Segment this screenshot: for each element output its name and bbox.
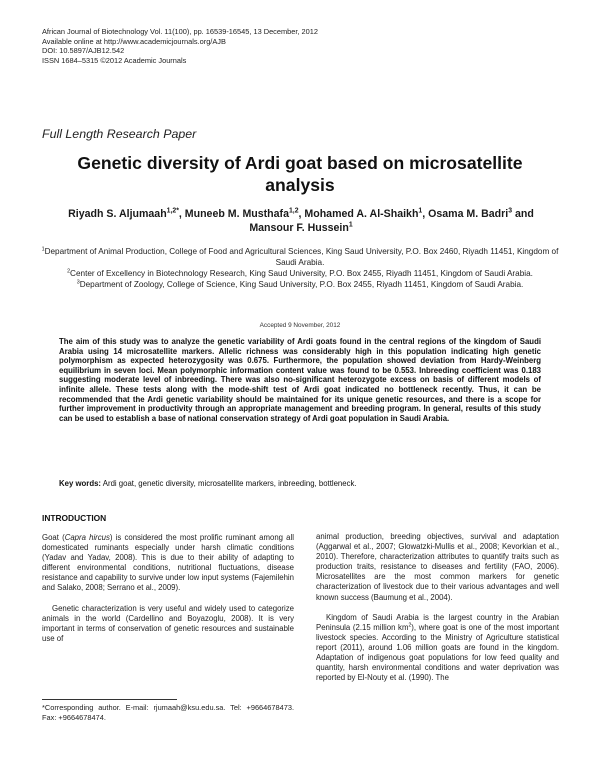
author-3: , Mohamed A. Al-Shaikh bbox=[298, 208, 419, 220]
affiliation-3-text: Department of Zoology, College of Science, King Saud University, P.O. Box 2455, Riyadh 11451, Kingdom of Saudi Arabia. bbox=[79, 280, 524, 289]
journal-url: Available online at http://www.academicjournals.org/AJB bbox=[42, 36, 226, 46]
author-4-affil: 3 bbox=[508, 207, 513, 215]
affiliation-3 bbox=[40, 279, 560, 290]
issn: ISSN 1684–5315 ©2012 Academic Journals bbox=[42, 55, 187, 65]
paragraph bbox=[42, 533, 294, 594]
paper-title bbox=[40, 152, 560, 196]
author-list bbox=[36, 207, 566, 235]
authors-line-1 bbox=[36, 207, 566, 221]
affiliations bbox=[40, 246, 560, 290]
author-5: Mansour F. Hussein bbox=[249, 222, 349, 234]
journal-citation: African Journal of Biotechnology Vol. 11(100), pp. 16539-16545, 13 December, 2012 bbox=[42, 27, 318, 36]
author-1-affil: 1,2* bbox=[166, 207, 179, 215]
affiliation-2-num: 2 bbox=[67, 268, 71, 275]
species-name: Capra hircus bbox=[64, 533, 110, 542]
text-run: ), where goat is one of the most important livestock species. According to the Ministry of Agriculture statistical report (2011), around 1.06 million goats are found in the kingdom. Adaptation of indigenous goat populations for low feed quality and quantity, harsh environmental conditions and water deprivation was reported by El-Nouty et al. (1990). The bbox=[316, 622, 559, 683]
keywords-label: Key words: bbox=[59, 479, 102, 488]
paragraph: Genetic characterization is very useful and widely used to categorize animals in the world (Cardellino and Boyazoglu, 2008). It is very important in terms of conservation of genetic resources and sustainable use of bbox=[42, 603, 294, 643]
introduction-heading: INTRODUCTION bbox=[42, 513, 107, 523]
accepted-date: Accepted 9 November, 2012 bbox=[259, 322, 341, 329]
author-5-affil: 1 bbox=[348, 221, 353, 229]
text-run: Kingdom of Saudi Arabia is the largest country in the Arabian Peninsula (2.15 million km bbox=[316, 612, 559, 632]
affiliation-2 bbox=[40, 268, 560, 279]
paper-type: Full Length Research Paper bbox=[42, 127, 197, 141]
author-1: Riyadh S. Aljumaah bbox=[68, 208, 167, 220]
body-column-left bbox=[42, 533, 294, 644]
authors-line-2 bbox=[36, 221, 566, 235]
author-2: , Muneeb M. Musthafa bbox=[178, 208, 289, 220]
abstract: The aim of this study was to analyze the genetic variability of Ardi goats found in the central regions of the kingdom of Saudi Arabia using 14 microsatellite markers. Allelic richness was considerably high in this population indicating high genetic polymorphism as expected heterozygosity was 0.675. Furthermore, the population showed deviation from Hardy-Weinberg equilibrium in seven loci. Mean polymorphic information content value was found to be 0.553. Inbreeding coefficient was 0.183 suggesting moderate level of inbreeding. There was also no-significant heterozygote excess on basis of different models of infinite allele. These tests along with the mode-shift test of Ardi goat indicated no bottleneck recently. Thus, it can be recommended that the Ardi genetic variability should be maintained for its unique genetic resources, and there is a scope for further improvement in productivity through an appropriate management and breeding program. In general, results of this study can be used to establish a base of national conservation strategy of Ardi goat population in Saudi Arabia. bbox=[59, 337, 541, 423]
paragraph bbox=[316, 613, 559, 684]
corresponding-author-footnote: *Corresponding author. E-mail: rjumaah@ksu.edu.sa. Tel: +9664678473. Fax: +9664678474. bbox=[42, 703, 294, 722]
author-3-affil: 1 bbox=[418, 207, 423, 215]
author-4: , Osama M. Badri bbox=[422, 208, 509, 220]
keywords bbox=[59, 479, 541, 489]
affiliation-1-num: 1 bbox=[41, 246, 45, 253]
text-run: Goat ( bbox=[42, 533, 65, 542]
title-line-1: Genetic diversity of Ardi goat based on microsatellite bbox=[77, 153, 523, 173]
text-run: ) is considered the most prolific ruminant among all domesticated ruminants especially under harsh climatic conditions (Yadav and Yadav, 2008). This is due to their ability of adapting to different environmental conditions, nutritional fluctuations, disease resistance and capability to survive under low input systems (Fajemilehin and Salako, 2008; Serrano et al., 2009). bbox=[42, 533, 294, 593]
affiliation-3-num: 3 bbox=[76, 279, 80, 286]
affiliation-1-text: Department of Animal Production, College of Food and Agricultural Sciences, King Saud University, P.O. Box 2460, Riyadh 11451, Kingdom of Saudi Arabia. bbox=[44, 247, 559, 267]
keywords-text: Ardi goat, genetic diversity, microsatellite markers, inbreeding, bottleneck. bbox=[101, 479, 357, 488]
doi: DOI: 10.5897/AJB12.542 bbox=[42, 46, 125, 56]
superscript: 2 bbox=[408, 622, 412, 629]
journal-header bbox=[42, 27, 318, 65]
title-line-2: analysis bbox=[265, 175, 335, 195]
author-2-affil: 1,2 bbox=[288, 207, 299, 215]
author-and: and bbox=[512, 208, 534, 220]
paragraph: animal production, breeding objectives, survival and adaptation (Aggarwal et al., 2007; Glowatzki-Mullis et al., 2008; Kevorkian et al., 2010). Therefore, characterization attributes to quantify traits such as production traits, resistance to diseases and fertility (FAO, 2006). Microsatellites are the most common markers for genetic characterization of livestock due to their various advantages and well known success (Baumung et al., 2004). bbox=[316, 532, 559, 602]
affiliation-2-text: Center of Excellency in Biotechnology Research, King Saud University, P.O. Box 2455, Riyadh 11451, Kingdom of Saudi Arabia. bbox=[70, 269, 533, 278]
footnote-rule bbox=[42, 699, 177, 700]
affiliation-1 bbox=[40, 246, 560, 268]
body-column-right bbox=[316, 532, 559, 683]
